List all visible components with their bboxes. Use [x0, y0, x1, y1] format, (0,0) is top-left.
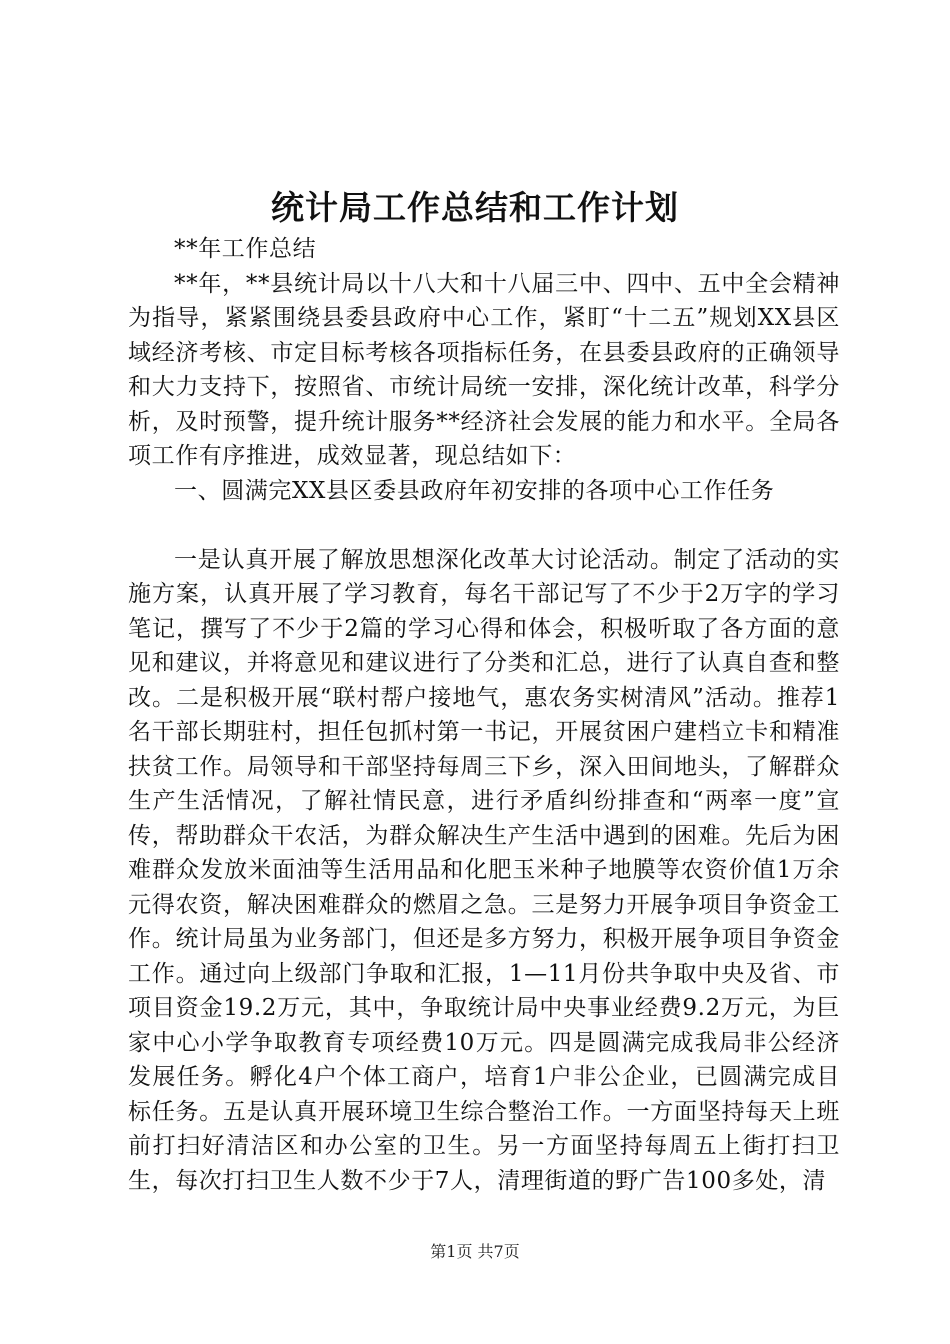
- paragraph-central-tasks: 一是认真开展了解放思想深化改革大讨论活动。制定了活动的实施方案，认真开展了学习教育，每名干部记写了不少于2万字的学习笔记，撰写了不少于2篇的学习心得和体会，积极听取了各方面的意见和建议，并将意见和建议进行了分类和汇总，进行了认真自查和整改。二是积极开展“联村帮户接地气，惠农务实树清风”活动。推荐1名干部长期驻村，担任包抓村第一书记，开展贫困户建档立卡和精准扶贫工作。局领导和干部坚持每周三下乡，深入田间地头，了解群众生产生活情况，了解社情民意，进行矛盾纠纷排查和“两率一度”宣传，帮助群众干农活，为群众解决生产生活中遇到的困难。先后为困难群众发放米面油等生活用品和化肥玉米种子地膜等农资价值1万余元得农资，解决困难群众的燃眉之急。三是努力开展争项目争资金工作。统计局虽为业务部门，但还是多方努力，积极开展争项目争资金工作。通过向上级部门争取和汇报，1—11月份共争取中央及省、市项目资金19.2万元，其中，争取统计局中央事业经费9.2万元，为巨家中心小学争取教育专项经费10万元。四是圆满完成我局非公经济发展任务。孵化4户个体工商户，培育1户非公企业，已圆满完成目标任务。五是认真开展环境卫生综合整治工作。一方面坚持每天上班前打扫好清洁区和办公室的卫生。另一方面坚持每周五上街打扫卫生，每次打扫卫生人数不少于7人，清理街道的野广告100多处，清: [128, 546, 840, 1194]
- document-body: [128, 232, 840, 1198]
- paragraph-intro: **年，**县统计局以十八大和十八届三中、四中、五中全会精神为指导，紧紧围绕县委县政府中心工作，紧盯“十二五”规划XX县区域经济考核、市定目标考核各项指标任务，在县委县政府的正确领导和大力支持下，按照省、市统计局统一安排，深化统计改革，科学分析，及时预警，提升统计服务**经济社会发展的能力和水平。全局各项工作有序推进，成效显著，现总结如下：: [128, 270, 840, 469]
- page-footer: 第1页 共7页: [430, 1242, 520, 1261]
- subheading-central-tasks: 一、圆满完XX县区委县政府年初安排的各项中心工作任务: [174, 477, 775, 504]
- section-heading: **年工作总结: [174, 236, 317, 262]
- document-title: 统计局工作总结和工作计划: [271, 188, 679, 227]
